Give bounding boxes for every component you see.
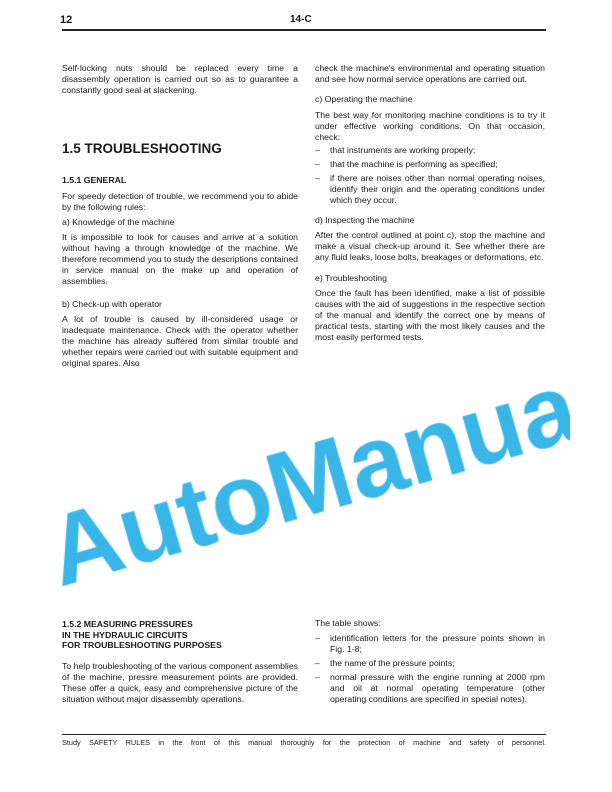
list-item: – if there are noises other than normal operating noises, identify their origin and the operating conditions under which they occur.: [315, 173, 545, 206]
section-title: 1.5 TROUBLESHOOTING: [62, 141, 222, 156]
e-heading: e) Troubleshooting: [315, 273, 387, 283]
b-heading: b) Check-up with operator: [62, 299, 162, 309]
b-text-continued: check the machine's environmental and operating situation and see how normal service operations are carried out.: [315, 63, 545, 84]
footer-rule: [62, 734, 546, 735]
watermark-logo: [40, 372, 570, 610]
heading-line: FOR TROUBLESHOOTING PURPOSES: [62, 640, 222, 650]
c-text: The best way for monitoring machine conditions is to try it under effective working conditions. On that occasion, check:: [315, 110, 545, 142]
right-column: [315, 63, 545, 343]
general-text: For speedy detection of trouble, we recommend you to abide by the following rules:: [62, 191, 298, 212]
e-text: Once the fault has been identified, make a list of possible causes with the aid of suggestions in the respective section of the manual and identify the correct one by means of practical tests, starting with the most likely causes and the most easily performed tests.: [315, 288, 545, 342]
b-text: A lot of trouble is caused by ill-considered usage or inadequate maintenance. Check with the operator whether the machine has already suffered from similar trouble and whether repairs were carried out with suitable equipment and original spares. Also: [62, 314, 298, 368]
c-check-list: [315, 145, 545, 206]
c-heading: c) Operating the machine: [315, 94, 413, 104]
bottom-right-column: [315, 618, 545, 708]
measuring-text: To help troubleshooting of the various component assemblies of the machine, pressre measurement points are provided. These offer a quick, easy and comprehensive picture of the situation without major disassembly operations.: [62, 660, 298, 704]
heading-line: IN THE HYDRAULIC CIRCUITS: [62, 629, 188, 640]
section-code: 14-C: [290, 14, 312, 25]
table-contents-list: [315, 633, 545, 705]
d-heading: d) Inspecting the machine: [315, 215, 415, 225]
list-item: – the name of the pressure points;: [315, 658, 545, 669]
footer-safety-note: Study SAFETY RULES in the front of this manual thoroughly for the protection of machine and safety of personnel.: [62, 738, 546, 747]
list-item: – identification letters for the pressure points shown in Fig. 1-8;: [315, 633, 545, 655]
intro-paragraph: Self-locking nuts should be replaced every time a disassembly operation is carried out so as to guarantee a constantly good seal at slackening.: [62, 63, 298, 95]
bottom-left-column: [62, 619, 298, 705]
heading-line: 1.5.2 MEASURING PRESSURES: [62, 619, 193, 629]
a-heading: a) Knowledge of the machine: [62, 217, 175, 227]
table-intro: The table shows:: [315, 618, 381, 628]
measuring-heading: [62, 619, 298, 651]
page-number: 12: [60, 14, 73, 26]
general-heading: 1.5.1 GENERAL: [62, 175, 127, 185]
list-item: – that instruments are working properly;: [315, 145, 545, 156]
a-text: It is impossible to look for causes and arrive at a solution without having a through knowledge of the machine. We therefore recommend you to study the descriptions contained in service manual on the make up and operation of assemblies.: [62, 232, 298, 286]
left-column: [62, 63, 298, 369]
header-rule: [62, 29, 546, 31]
list-item: – that the machine is performing as specified;: [315, 159, 545, 170]
list-item: – normal pressure with the engine running at 2000 rpm and oil at normal operating temperature (other operating conditions are specified in special notes).: [315, 672, 545, 705]
d-text: After the control outlined at point c), stop the machine and make a visual check-up around it. See whether there are any fluid leaks, loose bolts, breakages or deformations, etc.: [315, 230, 545, 262]
